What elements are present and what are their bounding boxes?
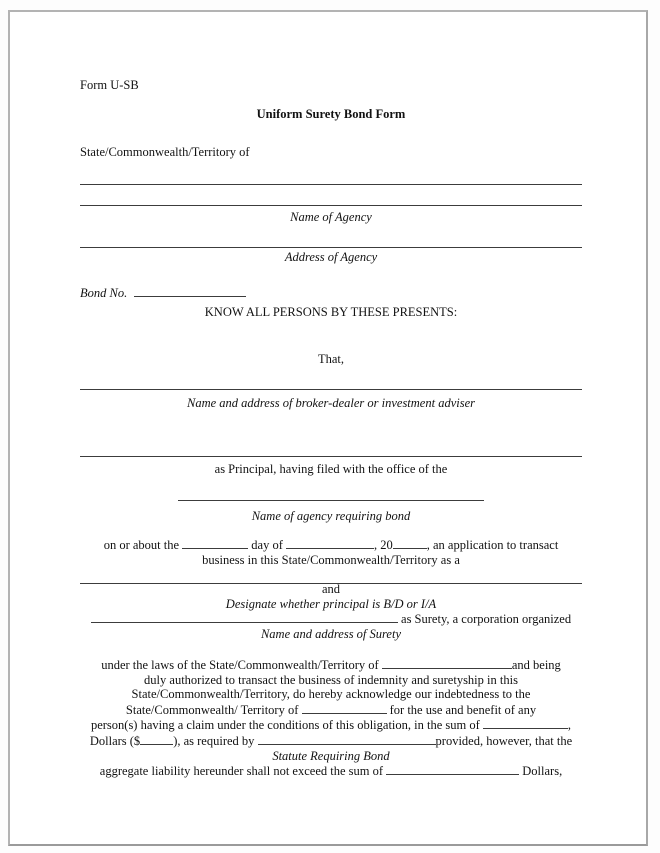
obligation-paragraph [80, 657, 582, 779]
caption-name-of-agency: Name of Agency [290, 210, 372, 224]
month-blank-field [286, 537, 374, 549]
obligation-line-4 [80, 702, 582, 718]
rule-line-short [178, 500, 484, 501]
dollars-amount-blank-field [140, 733, 173, 745]
surety-block [80, 582, 582, 641]
territory-blank-field [302, 702, 387, 714]
application-block [80, 537, 582, 568]
obligation-line-2: duly authorized to transact the business of indemnity and suretyship in this [144, 672, 518, 687]
obligation-line-4-post: for the use and benefit of any [386, 702, 537, 717]
application-line-part1: on or about the [103, 538, 183, 552]
obligation-line-5 [80, 717, 582, 733]
caption-agency-requiring-bond: Name of agency requiring bond [251, 509, 411, 523]
obligation-line-5-pre: person(s) having a claim under the conditions of this obligation, in the sum of [90, 718, 483, 733]
business-line: business in this State/Commonwealth/Territory as a [202, 553, 460, 567]
obligation-line-6-mid: ), as required by [173, 733, 258, 748]
obligation-line-1-post: and being [511, 658, 561, 672]
bond-no-row [80, 285, 582, 301]
obligation-line-6-post: provided, however, that the [435, 733, 573, 748]
document-title: Uniform Surety Bond Form [256, 107, 406, 121]
document-content [80, 78, 582, 779]
obligation-line-5-post: , [567, 718, 572, 733]
aggregate-sum-blank-field [386, 763, 519, 775]
obligation-line-1 [80, 657, 582, 673]
caption-broker-dealer: Name and address of broker-dealer or investment adviser [186, 396, 475, 410]
laws-state-blank-field [382, 657, 512, 669]
obligation-line-3: State/Commonwealth/Territory, do hereby acknowledge our indebtedness to the [131, 687, 531, 702]
obligation-line-6-pre: Dollars ($ [89, 733, 141, 748]
caption-statute-requiring-bond: Statute Requiring Bond [272, 748, 390, 763]
obligation-line-8-post: Dollars, [519, 764, 563, 779]
sum-blank-field [483, 717, 568, 729]
caption-address-of-agency: Address of Agency [284, 250, 378, 264]
caption-name-address-surety: Name and address of Surety [260, 626, 402, 641]
statute-blank-field [258, 733, 436, 745]
know-all-heading: KNOW ALL PERSONS BY THESE PRESENTS: [204, 305, 458, 319]
surety-line [80, 611, 582, 627]
rule-line [80, 184, 582, 185]
year-blank-field [393, 537, 427, 549]
form-number: Form U-SB [80, 78, 139, 92]
that-line: That, [317, 352, 345, 366]
bond-no-label: Bond No. [80, 286, 128, 300]
rule-line [80, 247, 582, 248]
obligation-line-8 [80, 763, 582, 779]
application-line-part2: day of [248, 538, 286, 552]
application-line [80, 537, 582, 553]
obligation-line-4-pre: State/Commonwealth/ Territory of [125, 702, 302, 717]
day-blank-field [182, 537, 248, 549]
rule-line [80, 456, 582, 457]
application-line-part3: , 20 [374, 538, 393, 552]
and-word: and [321, 582, 341, 596]
surety-name-blank-field [91, 611, 398, 623]
application-line-part4: , an application to transact [426, 538, 559, 552]
obligation-line-8-pre: aggregate liability hereunder shall not exceed the sum of [99, 764, 387, 779]
rule-line [80, 389, 582, 390]
caption-designate-principal: Designate whether principal is B/D or I/A [225, 596, 437, 611]
bond-no-blank-field [134, 285, 246, 297]
rule-line [80, 205, 582, 206]
surety-line-suffix: as Surety, a corporation organized [397, 612, 572, 626]
obligation-line-1-pre: under the laws of the State/Commonwealth/Territory of [101, 658, 382, 672]
as-principal-line: as Principal, having filed with the office of the [214, 462, 448, 476]
obligation-line-6 [80, 733, 582, 749]
document-page [8, 10, 648, 846]
state-of-label: State/Commonwealth/Territory of [80, 145, 250, 159]
